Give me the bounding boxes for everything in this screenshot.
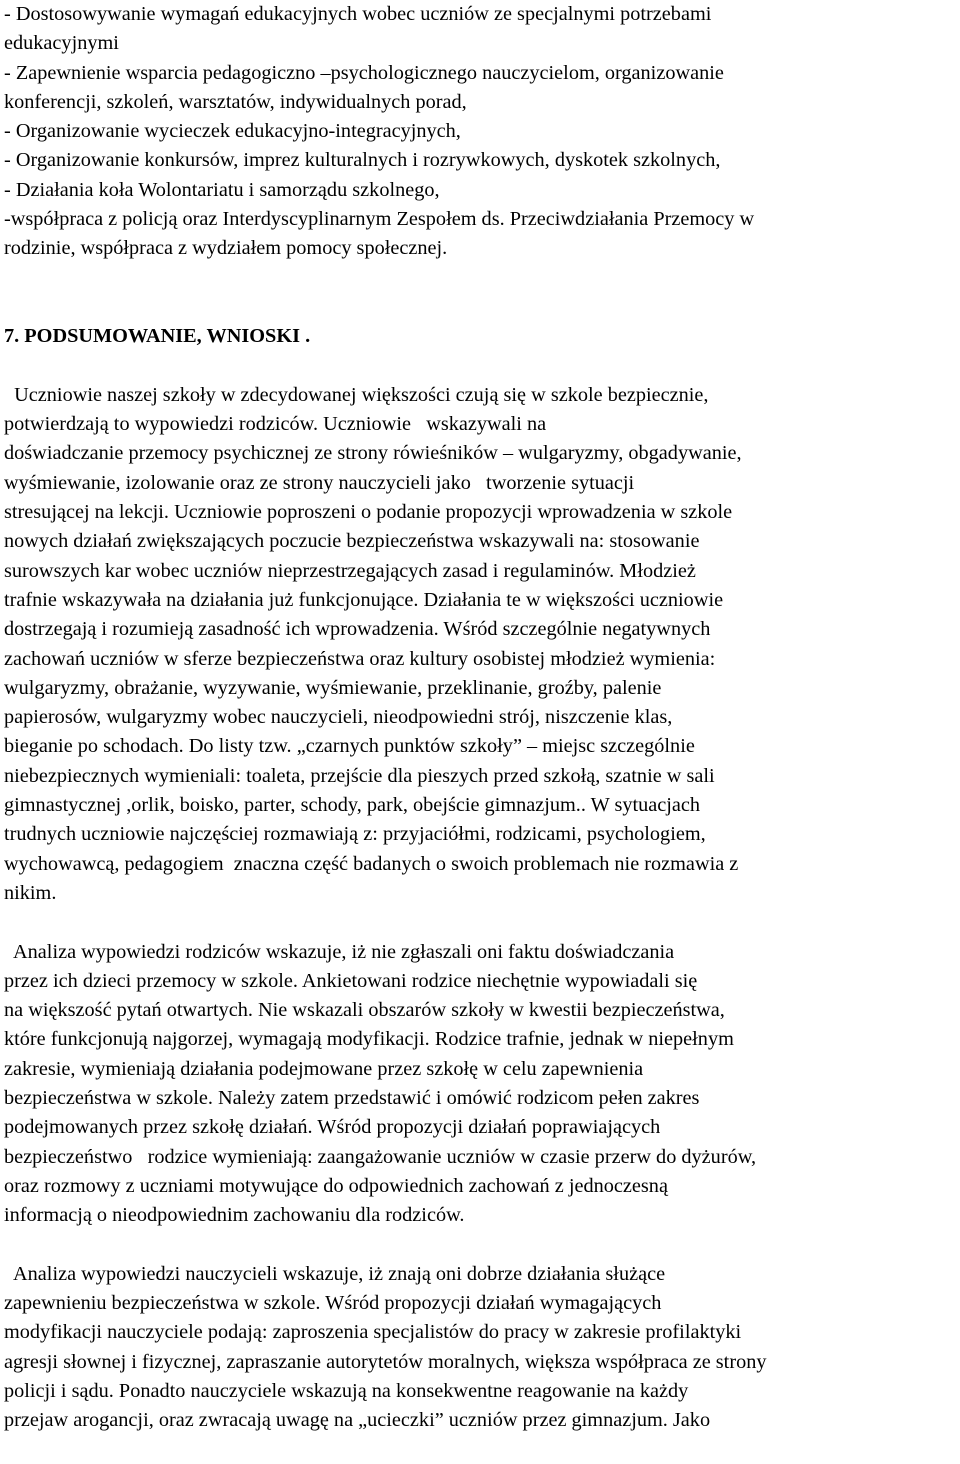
spacer — [4, 908, 956, 937]
list-item: edukacyjnymi — [4, 32, 119, 55]
spacer — [4, 1230, 956, 1259]
paragraph-line: dostrzegają i rozumieją zasadność ich wprowadzenia. Wśród szczególnie negatywnych — [4, 618, 711, 641]
paragraph-line: papierosów, wulgaryzmy wobec nauczycieli, nieodpowiedni strój, niszczenie klas, — [4, 706, 673, 729]
section-heading: 7. PODSUMOWANIE, WNIOSKI . — [4, 325, 311, 348]
list-item: konferencji, szkoleń, warsztatów, indywidualnych porad, — [4, 90, 467, 113]
paragraph-line: surowszych kar wobec uczniów nieprzestrzegających zasad i regulaminów. Młodzież — [4, 559, 696, 582]
spacer — [4, 264, 956, 293]
paragraph-line: gimnastycznej ,orlik, boisko, parter, schody, park, obejście gimnazjum.. W sytuacjach — [4, 794, 701, 817]
spacer — [4, 293, 956, 322]
paragraph-line: Analiza wypowiedzi rodziców wskazuje, iż nie zgłaszali oni faktu doświadczania — [4, 940, 675, 963]
paragraph-line: Uczniowie naszej szkoły w zdecydowanej większości czują się w szkole bezpiecznie, — [4, 383, 709, 406]
list-item: rodzinie, współpraca z wydziałem pomocy społecznej. — [4, 237, 448, 260]
paragraph-line: stresującej na lekcji. Uczniowie poproszeni o podanie propozycji wprowadzenia w szkole — [4, 501, 733, 524]
list-item: - Organizowanie wycieczek edukacyjno-integracyjnych, — [4, 120, 461, 143]
spacer — [4, 352, 956, 381]
paragraph-line: nowych działań zwiększających poczucie bezpieczeństwa wskazywali na: stosowanie — [4, 530, 700, 553]
paragraph-line: podejmowanych przez szkołę działań. Wśród propozycji działań poprawiających — [4, 1116, 661, 1139]
paragraph-line: zakresie, wymieniają działania podejmowane przez szkołę w celu zapewnienia — [4, 1057, 644, 1080]
list-item: -współpraca z policją oraz Interdyscyplinarnym Zespołem ds. Przeciwdziałania Przemocy w — [4, 208, 755, 231]
list-item: - Działania koła Wolontariatu i samorządu szkolnego, — [4, 178, 440, 201]
paragraph-line: trafnie wskazywała na działania już funkcjonujące. Działania te w większości uczniowie — [4, 588, 724, 611]
paragraph-line: bieganie po schodach. Do listy tzw. „czarnych punktów szkoły” – miejsc szczególnie — [4, 735, 695, 758]
paragraph-line: potwierdzają to wypowiedzi rodziców. Uczniowie wskazywali na — [4, 413, 547, 436]
paragraph-line: niebezpiecznych wymieniali: toaleta, przejście dla pieszych przed szkołą, szatnie w sali — [4, 764, 715, 787]
paragraph-line: które funkcjonują najgorzej, wymagają modyfikacji. Rodzice trafnie, jednak w niepełnym — [4, 1028, 734, 1051]
paragraph-students — [4, 381, 956, 908]
paragraph-line: modyfikacji nauczyciele podają: zaproszenia specjalistów do pracy w zakresie profilaktyki — [4, 1321, 742, 1344]
paragraph-line: bezpieczeństwa w szkole. Należy zatem przedstawić i omówić rodzicom pełen zakres — [4, 1086, 700, 1109]
paragraph-teachers — [4, 1260, 956, 1436]
list-item: - Organizowanie konkursów, imprez kulturalnych i rozrywkowych, dyskotek szkolnych, — [4, 149, 721, 172]
paragraph-line: na większość pytań otwartych. Nie wskazali obszarów szkoły w kwestii bezpieczeństwa, — [4, 999, 725, 1022]
paragraph-line: oraz rozmowy z uczniami motywujące do odpowiednich zachowań z jednoczesną — [4, 1174, 668, 1197]
paragraph-line: informacją o nieodpowiednim zachowaniu dla rodziców. — [4, 1204, 465, 1227]
paragraph-parents — [4, 938, 956, 1231]
action-list — [4, 0, 956, 264]
paragraph-line: wulgaryzmy, obrażanie, wyzywanie, wyśmiewanie, przeklinanie, groźby, palenie — [4, 676, 662, 699]
list-item: - Zapewnienie wsparcia pedagogiczno –psychologicznego nauczycielom, organizowanie — [4, 61, 724, 84]
paragraph-line: zachowań uczniów w sferze bezpieczeństwa oraz kultury osobistej młodzież wymienia: — [4, 647, 716, 670]
paragraph-line: bezpieczeństwo rodzice wymieniają: zaangażowanie uczniów w czasie przerw do dyżurów, — [4, 1145, 757, 1168]
paragraph-line: wyśmiewanie, izolowanie oraz ze strony nauczycieli jako tworzenie sytuacji — [4, 471, 635, 494]
paragraph-line: wychowawcą, pedagogiem znaczna część badanych o swoich problemach nie rozmawia z — [4, 852, 739, 875]
paragraph-line: zapewnieniu bezpieczeństwa w szkole. Wśród propozycji działań wymagających — [4, 1292, 662, 1315]
paragraph-line: policji i sądu. Ponadto nauczyciele wskazują na konsekwentne reagowanie na każdy — [4, 1379, 689, 1402]
paragraph-line: nikim. — [4, 881, 57, 904]
paragraph-line: przejaw arogancji, oraz zwracają uwagę na „ucieczki” uczniów przez gimnazjum. Jako — [4, 1409, 711, 1432]
paragraph-line: agresji słownej i fizycznej, zapraszanie autorytetów moralnych, większa współpraca ze strony — [4, 1350, 767, 1373]
document-page — [4, 0, 956, 1436]
paragraph-line: doświadczanie przemocy psychicznej ze strony rówieśników – wulgaryzmy, obgadywanie, — [4, 442, 742, 465]
paragraph-line: przez ich dzieci przemocy w szkole. Ankietowani rodzice niechętnie wypowiadali się — [4, 969, 698, 992]
paragraph-line: trudnych uczniowie najczęściej rozmawiają z: przyjaciółmi, rodzicami, psychologiem, — [4, 823, 706, 846]
list-item: - Dostosowywanie wymagań edukacyjnych wobec uczniów ze specjalnymi potrzebami — [4, 3, 712, 25]
paragraph-line: Analiza wypowiedzi nauczycieli wskazuje, iż znają oni dobrze działania służące — [4, 1262, 666, 1285]
